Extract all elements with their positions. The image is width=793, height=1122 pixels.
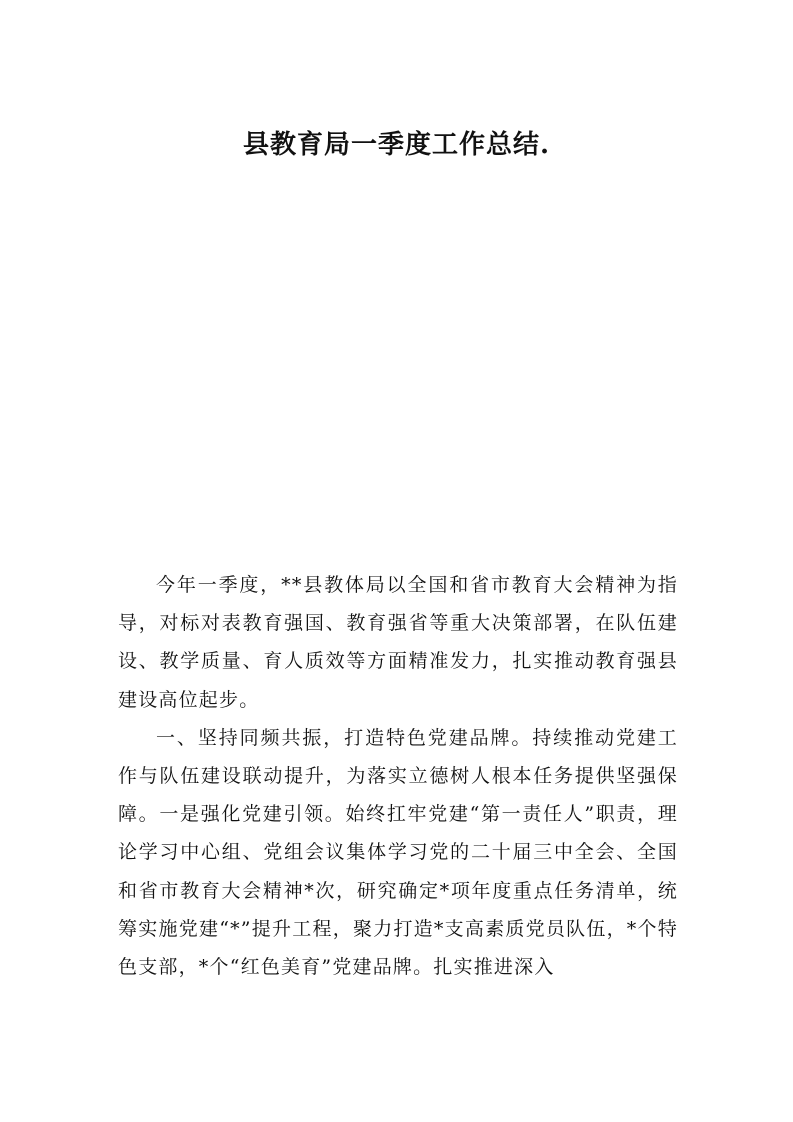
- document-body: [118, 566, 678, 986]
- paragraph-intro: 今年一季度，**县教体局以全国和省市教育大会精神为指导，对标对表教育强国、教育强省等重大决策部署，在队伍建设、教学质量、育人质效等方面精准发力，扎实推动教育强县建设高位起步。: [118, 574, 678, 711]
- paragraph-section-one: 一、坚持同频共振，打造特色党建品牌。持续推动党建工作与队伍建设联动提升，为落实立德树人根本任务提供坚强保障。一是强化党建引领。始终扛牢党建“第一责任人”职责，理论学习中心组、党组会议集体学习党的二十届三中全会、全国和省市教育大会精神*次，研究确定*项年度重点任务清单，统筹实施党建“*”提升工程，聚力打造*支高素质党员队伍，*个特色支部，*个“红色美育”党建品牌。扎实推进深入: [118, 726, 678, 979]
- document-title: 县教育局一季度工作总结.: [242, 130, 551, 160]
